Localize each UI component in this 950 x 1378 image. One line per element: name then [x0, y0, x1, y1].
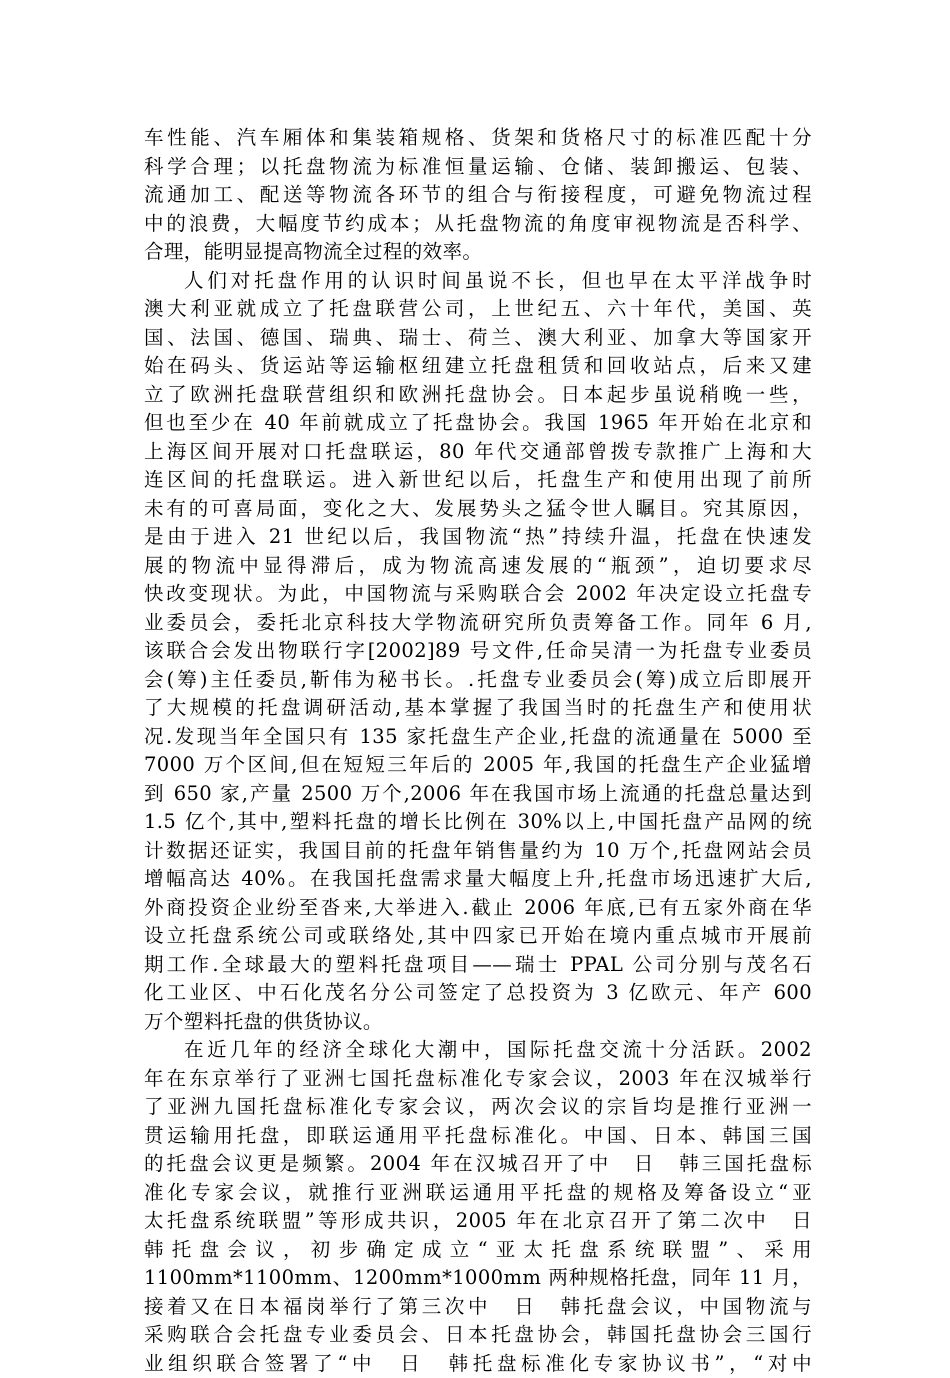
text-line: 快改变现状。为此，中国物流与采购联合会 2002 年决定设立托盘专: [144, 580, 812, 609]
text-line: 化工业区、中石化茂名分公司签定了总投资为 3 亿欧元、年产 600: [144, 979, 812, 1008]
text-line: 况.发现当年全国只有 135 家托盘生产企业,托盘的流通量在 5000 至: [144, 723, 812, 752]
text-line: 期工作.全球最大的塑料托盘项目——瑞士 PPAL 公司分别与茂名石: [144, 951, 812, 980]
text-line: 准化专家会议，就推行亚洲联运通用平托盘的规格及筹备设立“亚: [144, 1179, 812, 1208]
text-line: 在近几年的经济全球化大潮中，国际托盘交流十分活跃。2002: [144, 1036, 812, 1065]
text-line: 年在东京举行了亚洲七国托盘标准化专家会议，2003 年在汉城举行: [144, 1065, 812, 1094]
text-line: 国、法国、德国、瑞典、瑞士、荷兰、澳大利亚、加拿大等国家开: [144, 324, 812, 353]
text-line: 但也至少在 40 年前就成立了托盘协会。我国 1965 年开始在北京和: [144, 409, 812, 438]
text-line: 合理，能明显提高物流全过程的效率。: [144, 238, 812, 267]
text-line: 到 650 家,产量 2500 万个,2006 年在我国市场上流通的托盘总量达到: [144, 780, 812, 809]
text-line: 增幅高达 40%。在我国托盘需求量大幅度上升,托盘市场迅速扩大后,: [144, 865, 812, 894]
text-line: 澳大利亚就成立了托盘联营公司，上世纪五、六十年代，美国、英: [144, 295, 812, 324]
text-line: 7000 万个区间,但在短短三年后的 2005 年,我国的托盘生产企业猛增: [144, 751, 812, 780]
text-line: 的托盘会议更是频繁。2004 年在汉城召开了中 日 韩三国托盘标: [144, 1150, 812, 1179]
text-line: 会(筹)主任委员,靳伟为秘书长。.托盘专业委员会(筹)成立后即展开: [144, 666, 812, 695]
text-line: 上海区间开展对口托盘联运，80 年代交通部曾拨专款推广上海和大: [144, 438, 812, 467]
text-line: 车性能、汽车厢体和集装箱规格、货架和货格尺寸的标准匹配十分: [144, 124, 812, 153]
text-line: 韩托盘会议，初步确定成立“亚太托盘系统联盟”、采用: [144, 1236, 812, 1265]
text-line: 外商投资企业纷至沓来,大举进入.截止 2006 年底,已有五家外商在华: [144, 894, 812, 923]
text-line: 连区间的托盘联运。进入新世纪以后，托盘生产和使用出现了前所: [144, 466, 812, 495]
text-line: 业组织联合签署了“中 日 韩托盘标准化专家协议书”，“对中: [144, 1350, 812, 1378]
text-line: 了大规模的托盘调研活动,基本掌握了我国当时的托盘生产和使用状: [144, 694, 812, 723]
text-line: 该联合会发出物联行字[2002]89 号文件,任命吴清一为托盘专业委员: [144, 637, 812, 666]
text-line: 1100mm*1100mm、1200mm*1000mm 两种规格托盘，同年 11 月，: [144, 1264, 812, 1293]
text-line: 贯运输用托盘，即联运通用平托盘标准化。中国、日本、韩国三国: [144, 1122, 812, 1151]
text-line: 中的浪费，大幅度节约成本；从托盘物流的角度审视物流是否科学、: [144, 210, 812, 239]
text-line: 流通加工、配送等物流各环节的组合与衔接程度，可避免物流过程: [144, 181, 812, 210]
text-line: 始在码头、货运站等运输枢纽建立托盘租赁和回收站点，后来又建: [144, 352, 812, 381]
text-line: 立了欧洲托盘联营组织和欧洲托盘协会。日本起步虽说稍晚一些，: [144, 381, 812, 410]
text-line: 1.5 亿个,其中,塑料托盘的增长比例在 30%以上,中国托盘产品网的统: [144, 808, 812, 837]
text-line: 设立托盘系统公司或联络处,其中四家已开始在境内重点城市开展前: [144, 922, 812, 951]
text-line: 接着又在日本福岗举行了第三次中 日 韩托盘会议，中国物流与: [144, 1293, 812, 1322]
text-line: 人们对托盘作用的认识时间虽说不长，但也早在太平洋战争时: [144, 267, 812, 296]
text-line: 计数据还证实，我国目前的托盘年销售量约为 10 万个,托盘网站会员: [144, 837, 812, 866]
text-line: 科学合理；以托盘物流为标准恒量运输、仓储、装卸搬运、包装、: [144, 153, 812, 182]
text-line: 是由于进入 21 世纪以后，我国物流“热”持续升温，托盘在快速发: [144, 523, 812, 552]
text-line: 万个塑料托盘的供货协议。: [144, 1008, 812, 1037]
document-body-text: [144, 124, 812, 1378]
text-line: 业委员会，委托北京科技大学物流研究所负责筹备工作。同年 6 月,: [144, 609, 812, 638]
text-line: 太托盘系统联盟”等形成共识，2005 年在北京召开了第二次中 日: [144, 1207, 812, 1236]
text-line: 展的物流中显得滞后，成为物流高速发展的“瓶颈”，迫切要求尽: [144, 552, 812, 581]
text-line: 未有的可喜局面，变化之大、发展势头之猛令世人瞩目。究其原因，: [144, 495, 812, 524]
text-line: 了亚洲九国托盘标准化专家会议，两次会议的宗旨均是推行亚洲一: [144, 1093, 812, 1122]
text-line: 采购联合会托盘专业委员会、日本托盘协会，韩国托盘协会三国行: [144, 1321, 812, 1350]
